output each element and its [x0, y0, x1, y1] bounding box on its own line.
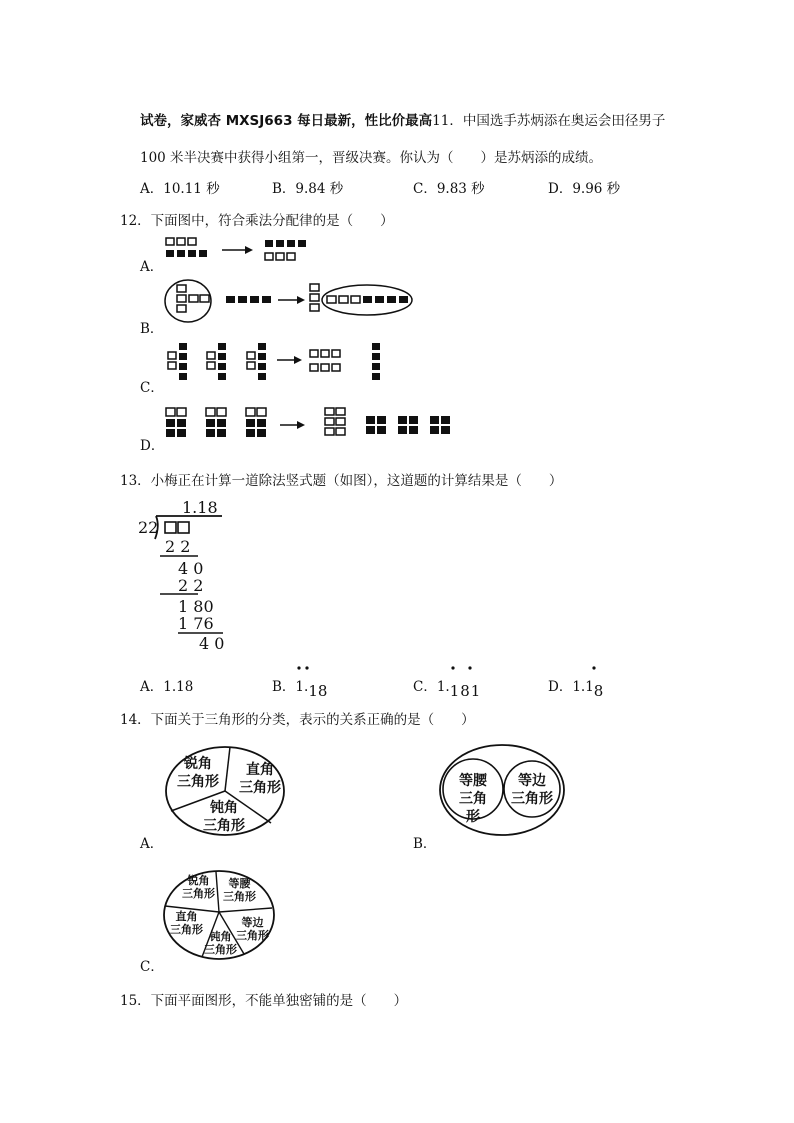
repeating-dots-b: [296, 664, 326, 672]
division-step-5: 1 76: [178, 614, 214, 633]
division-step-4: 1 80: [178, 597, 214, 616]
quotient: 1.18: [182, 498, 218, 517]
q11-option-b[interactable]: B．9.84 秒: [272, 181, 344, 197]
q13-option-d[interactable]: [548, 675, 604, 700]
q14-stem: 14．下面关于三角形的分类，表示的关系正确的是（ ）: [120, 712, 475, 728]
q14-diagram-c: [162, 868, 277, 962]
q12-figure-b: [160, 278, 415, 328]
c-obtuse-label-2: 三角形: [204, 943, 237, 956]
isosceles-label-2: 三角形: [459, 791, 487, 825]
q11-stem-cont: 100 米半决赛中获得小组第一，晋级决赛。你认为（ ）是苏炳添的成绩。: [140, 150, 603, 166]
c-acute-label-1: 锐角: [187, 874, 210, 887]
c-isosceles-label-2: 三角形: [223, 890, 256, 903]
q12-figure-a: [160, 234, 320, 266]
acute-label-2: 三角形: [177, 774, 219, 790]
q12-figure-c: [160, 340, 390, 386]
q14-label-c[interactable]: C．: [140, 959, 164, 975]
q13-option-a[interactable]: A．1.18: [140, 679, 194, 695]
c-equilateral-label-2: 三角形: [236, 929, 269, 942]
division-step-3: 2 2: [178, 576, 204, 595]
q14-label-b[interactable]: B．: [413, 836, 437, 852]
c-acute-label-2: 三角形: [182, 887, 215, 900]
q11-option-a[interactable]: A．10.11 秒: [140, 181, 220, 197]
division-step-2: 4 0: [178, 559, 204, 578]
q13-option-d-repeating: 8: [593, 682, 604, 700]
q11-stem-start: 11．中国选手苏炳添在奥运会田径男子: [432, 113, 666, 129]
repeating-dot-d: [589, 664, 599, 672]
q13-option-b-repeating: 18: [308, 682, 328, 700]
q11-option-d[interactable]: D．9.96 秒: [548, 181, 621, 197]
q12-label-a[interactable]: A．: [140, 259, 164, 275]
c-equilateral-label-1: 等边: [241, 916, 264, 929]
q14-diagram-b: [437, 742, 567, 838]
c-right-label-1: 直角: [175, 910, 198, 923]
q13-option-c[interactable]: [413, 675, 482, 700]
equilateral-label-1: 等边: [518, 773, 546, 789]
equilateral-label-2: 三角形: [511, 791, 553, 807]
q12-label-b[interactable]: B．: [140, 321, 164, 337]
c-obtuse-label-1: 钝角: [209, 930, 232, 943]
c-isosceles-label-1: 等腰: [228, 877, 251, 890]
question-11-line1: [140, 109, 665, 129]
acute-label-1: 锐角: [184, 756, 212, 772]
q12-label-d[interactable]: D．: [140, 438, 165, 454]
q14-label-a[interactable]: A．: [140, 836, 164, 852]
q14-diagram-a: [163, 743, 288, 838]
q13-option-c-prefix: C．1.: [413, 679, 450, 695]
q11-option-c[interactable]: C．9.83 秒: [413, 181, 485, 197]
isosceles-label-1: 等腰: [459, 773, 487, 789]
ad-text: 试卷，家威杏 MXSJ663 每日最新，性比价最高: [140, 113, 433, 129]
c-right-label-2: 三角形: [170, 923, 203, 936]
repeating-dots-c: [449, 664, 479, 672]
q13-option-b-prefix: B．1.: [272, 679, 309, 695]
q13-option-c-repeating: 181: [449, 682, 482, 700]
q13-option-b[interactable]: [272, 675, 328, 700]
q13-option-d-prefix: D．1.1: [548, 679, 594, 695]
q12-label-c[interactable]: C．: [140, 380, 164, 396]
q12-figure-d: [160, 403, 460, 445]
obtuse-label-1: 钝角: [210, 800, 238, 816]
long-division-figure: [138, 496, 238, 656]
q12-stem: 12．下面图中，符合乘法分配律的是（ ）: [120, 213, 394, 229]
obtuse-label-2: 三角形: [203, 818, 245, 834]
right-label-1: 直角: [246, 762, 274, 778]
q13-stem: 13．小梅正在计算一道除法竖式题（如图），这道题的计算结果是（ ）: [120, 473, 563, 489]
divisor: 22: [138, 518, 159, 537]
q15-stem: 15．下面平面图形，不能单独密铺的是（ ）: [120, 993, 408, 1009]
right-label-2: 三角形: [239, 780, 281, 796]
division-remainder: 4 0: [199, 634, 225, 653]
division-step-1: 2 2: [165, 537, 191, 556]
